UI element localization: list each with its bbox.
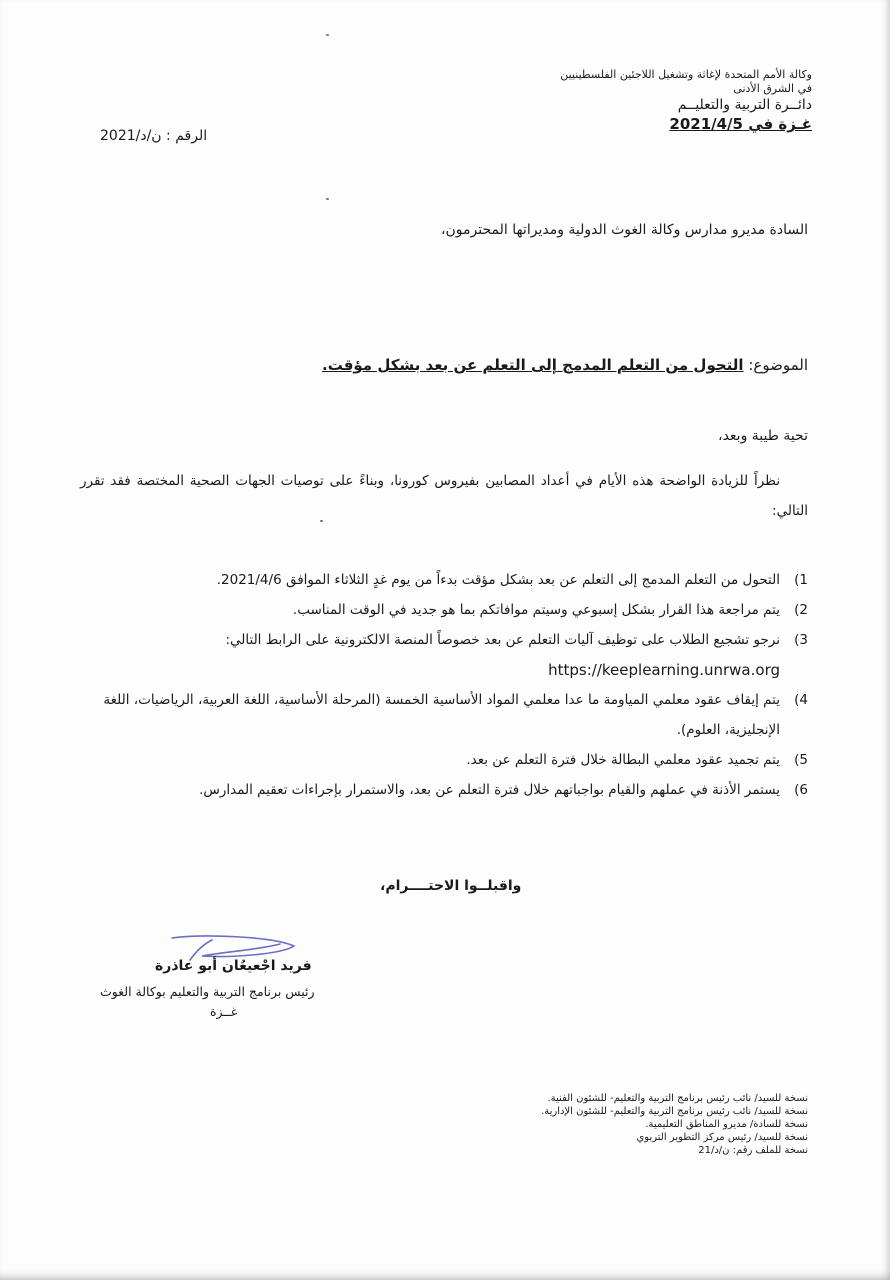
addressee: السادة مديرو مدارس وكالة الغوث الدولية ومديراتها المحترمون،: [441, 222, 808, 238]
subject-line: [322, 356, 808, 374]
list-item: [80, 625, 808, 685]
department-name: دائــرة التربية والتعليــم: [677, 97, 812, 113]
list-item-body: [80, 625, 780, 685]
copy-line: نسخة للسيد/ نائب رئيس برنامج التربية والتعليم- للشئون الإدارية.: [541, 1106, 808, 1117]
signatory-name: فريد اجْعيعُان أبو عاذرة: [155, 958, 312, 974]
subject-label: الموضوع:: [748, 356, 808, 374]
item-text: يتم تجميد عقود معلمي البطالة خلال فترة التعلم عن بعد.: [466, 752, 780, 768]
subject-text: التحول من التعلم المدمج إلى التعلم عن بعد بشكل مؤقت.: [322, 356, 744, 374]
item-number: 6): [794, 782, 808, 798]
signatory-city: غــزة: [210, 1004, 238, 1019]
letter-date: غـزة في 2021/4/5: [669, 115, 812, 133]
org-name-line2: في الشرق الأدنى: [733, 82, 812, 95]
item-text: يستمر الأذنة في عملهم والقيام بواجباتهم خلال فترة التعلم عن بعد، والاستمرار بإجراءات تعقيم المدارس.: [199, 782, 780, 798]
list-item: [80, 565, 808, 595]
item-number: 2): [794, 602, 808, 618]
signatory-title: رئيس برنامج التربية والتعليم بوكالة الغوث: [100, 984, 315, 999]
item-number: 5): [794, 752, 808, 768]
item-number: 3): [794, 632, 808, 648]
scan-speck: [326, 198, 329, 200]
list-item: [80, 745, 808, 775]
list-item: [80, 685, 808, 745]
list-item: [80, 595, 808, 625]
item-text: التحول من التعلم المدمج إلى التعلم عن بعد بشكل مؤقت بدءاً من يوم غدٍ الثلاثاء الموافق 2021/4/6.: [216, 572, 780, 588]
item-text: يتم إيقاف عقود معلمي المياومة ما عدا معلمي المواد الأساسية الخمسة (المرحلة الأساسية، اللغة العربية، الرياضيات، اللغة الإنجليزية، العلوم).: [103, 692, 780, 738]
item-number: 4): [794, 692, 808, 708]
scan-speck: [326, 34, 329, 36]
copy-line: نسخة للملف رقم: ن/د/21: [698, 1145, 808, 1156]
copies-list: [508, 1092, 808, 1157]
copy-line: نسخة للسيد/ رئيس مركز التطوير التربوي: [636, 1132, 808, 1143]
copy-line: نسخة للسادة/ مديرو المناطق التعليمية.: [645, 1119, 808, 1130]
closing-line: واقبلــوا الاحتــــرام،: [380, 878, 522, 894]
item-number: 1): [794, 572, 808, 588]
copy-line: نسخة للسيد/ نائب رئيس برنامج التربية والتعليم- للشئون الفنية.: [547, 1093, 808, 1104]
keeplearning-link[interactable]: https://keeplearning.unrwa.org: [548, 661, 780, 679]
item-text: يتم مراجعة هذا القرار بشكل إسبوعي وسيتم موافاتكم بما هو جديد في الوقت المناسب.: [292, 602, 780, 618]
greeting: تحية طيبة وبعد،: [718, 428, 808, 444]
item-text: نرجو تشجيع الطلاب على توظيف آليات التعلم عن بعد خصوصاً المنصة الالكترونية على الرابط التالي:: [225, 632, 780, 648]
list-item: [80, 775, 808, 805]
org-name-line1: وكالة الأمم المتحدة لإغاثة وتشغيل اللاجئين الفلسطينيين: [560, 68, 812, 81]
reference-number: الرقم : ن/د/2021: [100, 128, 208, 144]
letterhead: [512, 68, 812, 134]
decisions-list: [80, 565, 808, 805]
intro-paragraph: نظراً للزيادة الواضحة هذه الأيام في أعداد المصابين بفيروس كورونا، وبناءً على توصيات الجهات الصحية المختصة فقد تقرر التالي:: [80, 473, 808, 519]
